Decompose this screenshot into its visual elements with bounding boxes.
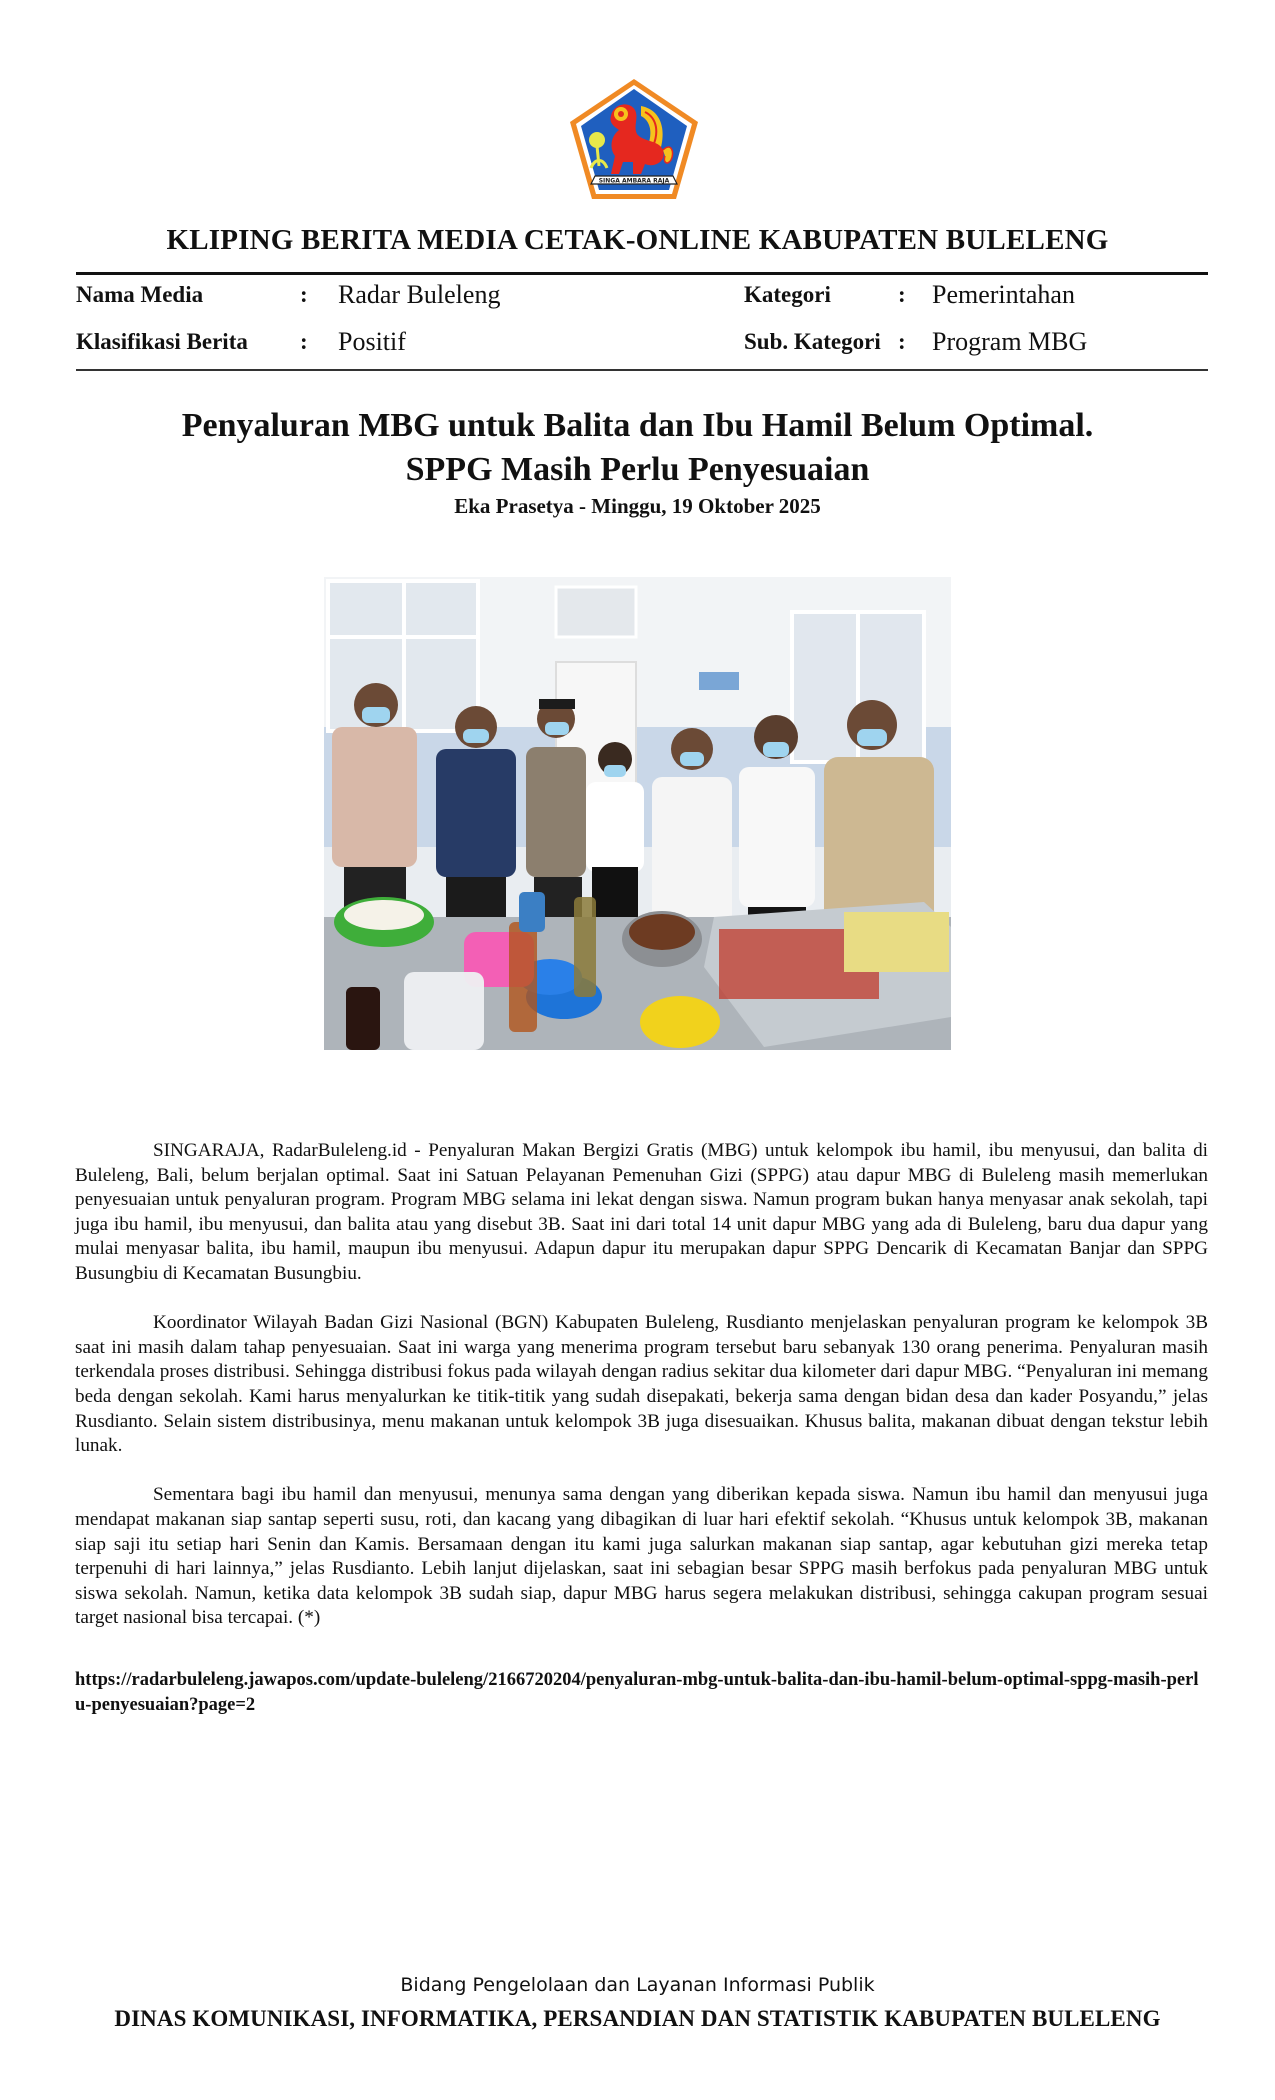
article-photo bbox=[324, 577, 951, 1050]
headline-line-1: Penyaluran MBG untuk Balita dan Ibu Hamil Belum Optimal. bbox=[181, 407, 1094, 444]
kitchen-inspection-photo bbox=[324, 577, 951, 1050]
meta-category-value: Pemerintahan bbox=[932, 280, 1075, 309]
meta-media-name-label: Nama Media bbox=[76, 282, 204, 307]
article-paragraph: SINGARAJA, RadarBuleleng.id - Penyaluran Makan Bergizi Gratis (MBG) untuk kelompok ibu hamil, ibu menyusui, dan balita di Buleleng, Bali, belum berjalan optimal. Saat ini Satuan Pelayanan Pemenuhan Gizi (SPPG) atau dapur MBG di Buleleng masih memerlukan penyesuaian untuk penyaluran program. Program MBG selama ini lekat dengan siswa. Namun program bukan hanya menyasar anak sekolah, tapi juga ibu hamil, ibu menyusui, dan balita atau yang disebut 3B. Saat ini dari total 14 unit dapur MBG yang ada di Buleleng, baru dua dapur yang mulai menyasar balita, ibu hamil, maupun ibu menyusui. Adapun dapur itu merupakan dapur SPPG Dencarik di Kecamatan Banjar dan SPPG Busungbiu di Kecamatan Busungbiu. bbox=[75, 1140, 1208, 1284]
meta-media-name-colon: : bbox=[300, 282, 308, 307]
footer-department: Bidang Pengelolaan dan Layanan Informasi Publik bbox=[400, 1974, 875, 1996]
meta-subcategory-colon: : bbox=[898, 329, 906, 354]
clipping-title: KLIPING BERITA MEDIA CETAK-ONLINE KABUPATEN BULELENG bbox=[166, 224, 1109, 256]
article-paragraph: Koordinator Wilayah Badan Gizi Nasional (BGN) Kabupaten Buleleng, Rusdianto menjelaskan penyaluran program ke kelompok 3B saat ini masih dalam tahap penyesuaian. Saat ini warga yang menerima program tersebut baru sebanyak 130 orang penerima. Penyaluran masih terkendala proses distribusi. Sehingga distribusi fokus pada wilayah dengan radius sekitar dua kilometer dari dapur MBG. “Penyaluran ini memang beda dengan sekolah. Kami harus menyalurkan ke titik-titik yang sudah disepakati, bekerja sama dengan bidan desa dan kader Posyandu,” jelas Rusdianto. Selain sistem distribusinya, menu makanan untuk kelompok 3B juga disesuaikan. Khusus balita, makanan dibuat dengan tekstur lebih lunak. bbox=[75, 1312, 1208, 1457]
meta-classification-colon: : bbox=[300, 329, 308, 354]
source-url-link[interactable]: https://radarbuleleng.jawapos.com/update-buleleng/2166720204/penyaluran-mbg-untuk-balita-dan-ibu-hamil-belum-optimal-sppg-masih-perlu-penyesuaian?page=2 bbox=[75, 1670, 1199, 1715]
meta-category-label: Kategori bbox=[744, 282, 831, 307]
meta-media-name-value: Radar Buleleng bbox=[338, 280, 501, 309]
meta-category-colon: : bbox=[898, 282, 906, 307]
meta-classification-value: Positif bbox=[338, 327, 406, 356]
meta-subcategory-label: Sub. Kategori bbox=[744, 329, 881, 354]
article-byline: Eka Prasetya - Minggu, 19 Oktober 2025 bbox=[454, 494, 821, 518]
singa-ambara-raja-emblem bbox=[567, 76, 701, 202]
article-headline bbox=[0, 404, 1275, 492]
header-divider-top bbox=[76, 272, 1208, 275]
meta-subcategory-value: Program MBG bbox=[932, 327, 1088, 356]
meta-classification-label: Klasifikasi Berita bbox=[76, 329, 248, 354]
svg-text:SINGA AMBARA RAJA: SINGA AMBARA RAJA bbox=[598, 177, 670, 185]
article-body bbox=[75, 1139, 1208, 1655]
article-paragraph: Sementara bagi ibu hamil dan menyusui, menunya sama dengan yang diberikan kepada siswa. Namun ibu hamil dan menyusui juga mendapat makanan siap santap seperti susu, roti, dan kacang yang dibagikan di luar hari efektif sekolah. “Khusus untuk kelompok 3B, makanan siap saji itu setiap hari Senin dan Kamis. Bersamaan dengan itu kami juga salurkan makanan siap santap, agar kebutuhan gizi mereka tetap terpenuhi di hari lainnya,” jelas Rusdianto. Lebih lanjut dijelaskan, saat ini sebagian besar SPPG masih berfokus pada penyaluran MBG untuk siswa sekolah. Namun, ketika data kelompok 3B sudah siap, dapur MBG harus segera melakukan distribusi, sehingga cakupan program sesuai target nasional bisa tercapai. (*) bbox=[75, 1484, 1208, 1629]
headline-line-2: SPPG Masih Perlu Penyesuaian bbox=[405, 451, 870, 488]
buleleng-regency-logo bbox=[567, 76, 701, 202]
footer-agency: DINAS KOMUNIKASI, INFORMATIKA, PERSANDIAN DAN STATISTIK KABUPATEN BULELENG bbox=[114, 2006, 1161, 2031]
header-divider-bottom bbox=[76, 369, 1208, 371]
